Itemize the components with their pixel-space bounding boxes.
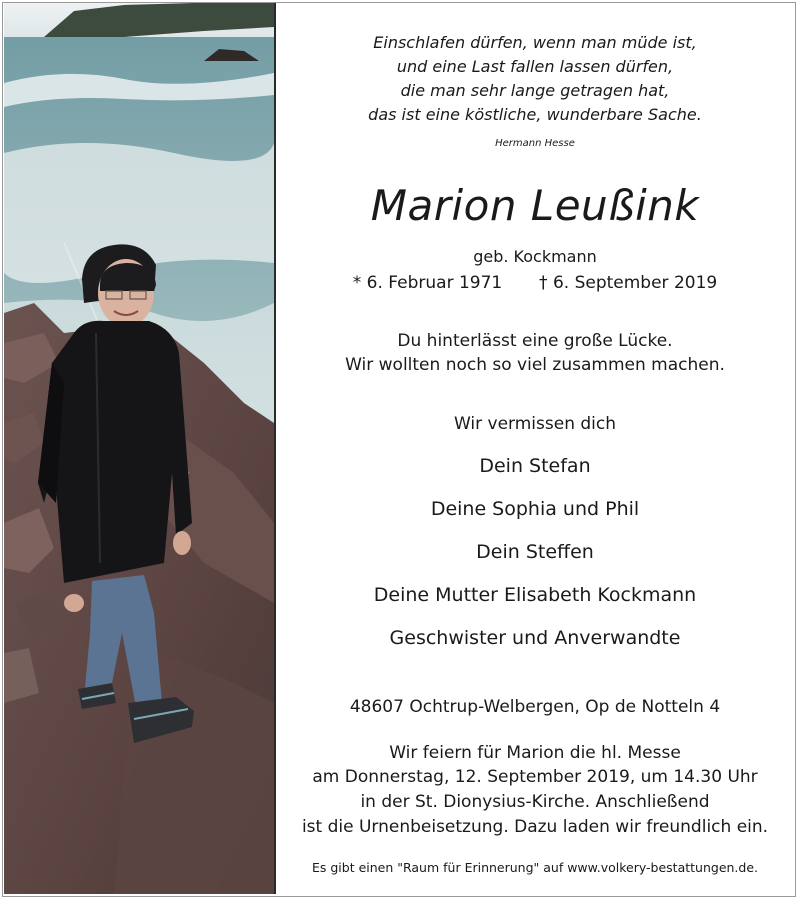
mourner: Deine Sophia und Phil [430, 498, 640, 520]
mourner: Deine Mutter Elisabeth Kockmann [373, 584, 697, 606]
quote-line: und eine Last fallen lassen dürfen, [396, 57, 674, 76]
service-line: Wir feiern für Marion die hl. Messe [389, 743, 681, 763]
service-line: ist die Urnenbeisetzung. Dazu laden wir freundlich ein. [301, 817, 769, 837]
memorial-footer: Es gibt einen "Raum für Erinnerung" auf www.volkery-bestattungen.de. [311, 860, 759, 875]
birth-date: * 6. Februar 1971 [352, 273, 503, 293]
service-line: am Donnerstag, 12. September 2019, um 14.30 Uhr [312, 767, 758, 787]
mourner: Dein Stefan [479, 455, 591, 477]
mourner: Dein Steffen [476, 541, 594, 563]
death-date: † 6. September 2019 [539, 273, 718, 293]
address: 48607 Ochtrup-Welbergen, Op de Notteln 4 [349, 697, 721, 717]
miss-line: Wir vermissen dich [453, 414, 617, 434]
quote-author: Hermann Hesse [495, 138, 575, 149]
deceased-name: Marion Leußink [370, 181, 700, 230]
quote-line: Einschlafen dürfen, wenn man müde ist, [373, 33, 697, 52]
obituary-text [276, 3, 794, 894]
dates-row [276, 273, 794, 293]
portrait-photo [4, 3, 274, 894]
service-line: in der St. Dionysius-Kirche. Anschließend [360, 792, 710, 812]
message-line: Wir wollten noch so viel zusammen machen. [345, 355, 725, 375]
message-line: Du hinterlässt eine große Lücke. [397, 331, 673, 351]
mourner: Geschwister und Anverwandte [389, 627, 681, 649]
quote-line: das ist eine köstliche, wunderbare Sache. [368, 105, 702, 124]
birth-name: geb. Kockmann [473, 247, 597, 266]
quote-line: die man sehr lange getragen hat, [400, 81, 670, 100]
